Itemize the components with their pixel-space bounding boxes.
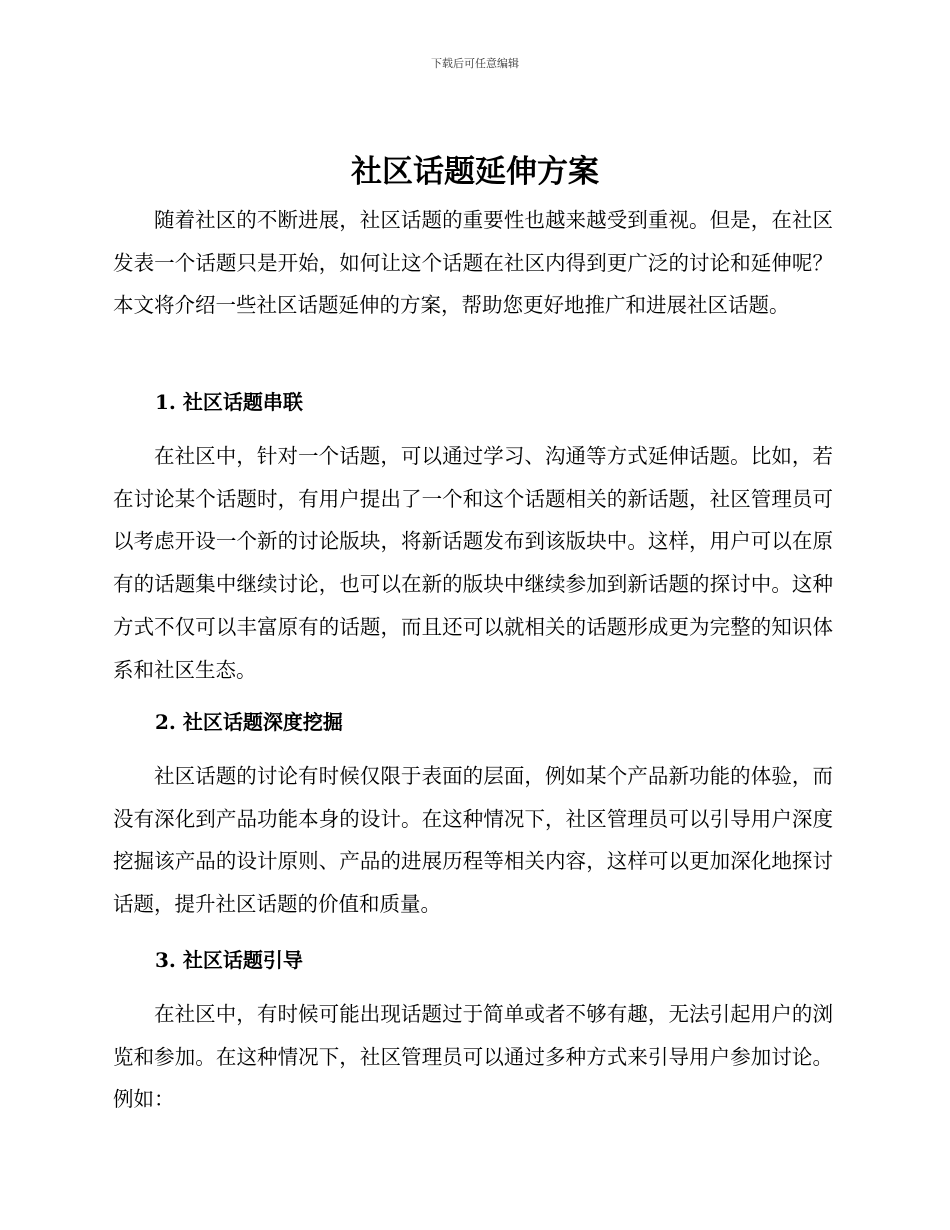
- section-paragraph: 在社区中，针对一个话题，可以通过学习、沟通等方式延伸话题。比如，若在讨论某个话题时，有用户提出了一个和这个话题相关的新话题，社区管理员可以考虑开设一个新的讨论版块，将新话题发布到该版块中。这样，用户可以在原有的话题集中继续讨论，也可以在新的版块中继续参加到新话题的探讨中。这种方式不仅可以丰富原有的话题，而且还可以就相关的话题形成更为完整的知识体系和社区生态。: [113, 444, 833, 682]
- document-title: 社区话题延伸方案: [351, 154, 599, 190]
- section-heading: 2. 社区话题深度挖掘: [155, 710, 343, 734]
- section-1-body-block: [113, 435, 833, 691]
- section-2-body-block: [113, 755, 833, 926]
- section-3-heading-block: [113, 939, 833, 981]
- section-2-heading-block: [113, 701, 833, 743]
- section-paragraph: 在社区中，有时候可能出现话题过于简单或者不够有趣，无法引起用户的浏览和参加。在这种情况下，社区管理员可以通过多种方式来引导用户参加讨论。例如：: [113, 1002, 833, 1112]
- intro-block: [113, 199, 833, 327]
- intro-paragraph: 随着社区的不断进展，社区话题的重要性也越来越受到重视。但是，在社区发表一个话题只是开始，如何让这个话题在社区内得到更广泛的讨论和延伸呢？本文将介绍一些社区话题延伸的方案，帮助您更好地推广和进展社区话题。: [113, 208, 833, 318]
- section-3-body-block: [113, 993, 833, 1121]
- section-paragraph: 社区话题的讨论有时候仅限于表面的层面，例如某个产品新功能的体验，而没有深化到产品功能本身的设计。在这种情况下，社区管理员可以引导用户深度挖掘该产品的设计原则、产品的进展历程等相关内容，这样可以更加深化地探讨话题，提升社区话题的价值和质量。: [113, 764, 833, 917]
- section-1-heading-block: [113, 381, 833, 423]
- page-header-note: 下载后可任意编辑: [431, 57, 519, 70]
- section-heading: 1. 社区话题串联: [155, 390, 303, 414]
- section-heading: 3. 社区话题引导: [155, 948, 303, 972]
